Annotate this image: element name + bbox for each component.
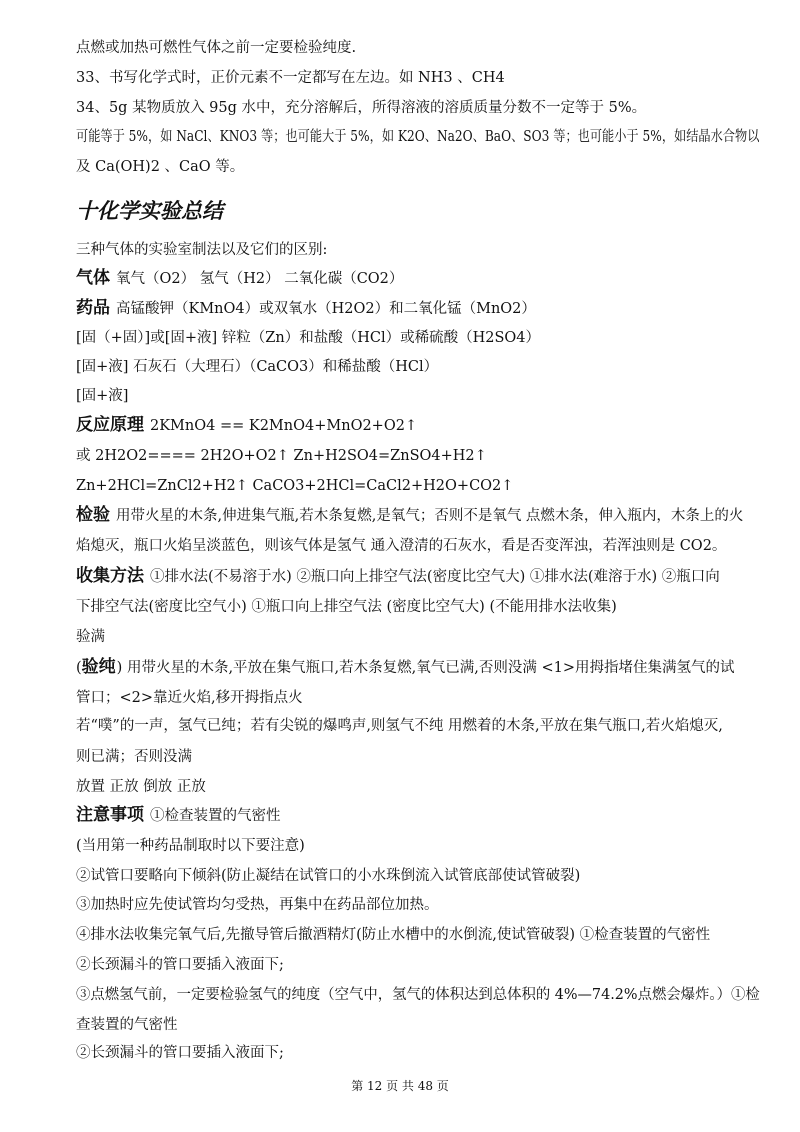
test-row	[76, 505, 743, 526]
collect-label: 收集方法	[76, 566, 144, 586]
text-line: 34、5g 某物质放入 95g 水中，充分溶解后，所得溶液的溶质质量分数不一定等于 5%。	[76, 100, 647, 116]
notes-label: 注意事项	[76, 805, 144, 825]
notes-row	[76, 805, 281, 826]
purity-label: 验纯	[81, 657, 116, 677]
text-line: ③加热时应先使试管均匀受热，再集中在药品部位加热。	[76, 897, 439, 913]
text-line: 焰熄灭，瓶口火焰呈淡蓝色，则该气体是氢气 通入澄清的石灰水，看是否变浑浊，若浑浊则是 CO2。	[76, 538, 727, 554]
drugs-row	[76, 298, 536, 319]
section-title: 十化学实验总结	[76, 199, 223, 223]
text-line: 下排空气法(密度比空气小) ①瓶口向上排空气法 (密度比空气大) (不能用排水法收集)	[76, 599, 617, 615]
page-footer: 第 12 页 共 48 页	[351, 1079, 449, 1093]
text-line: ②试管口要略向下倾斜(防止凝结在试管口的小水珠倒流入试管底部使试管破裂)	[76, 868, 581, 884]
collect-row	[76, 566, 720, 587]
reaction-label: 反应原理	[76, 415, 144, 435]
text-line: 及 Ca(OH)2 、CaO 等。	[76, 159, 245, 175]
drugs-label: 药品	[76, 298, 110, 318]
drugs-text: 高锰酸钾（KMnO4）或双氧水（H2O2）和二氧化锰（MnO2）	[116, 301, 536, 317]
text-line: 则已满；否则没满	[76, 749, 192, 765]
text-line: 若“噗”的一声，氢气已纯；若有尖锐的爆鸣声,则氢气不纯 用燃着的木条,平放在集气瓶口,若火焰熄灭,	[76, 718, 723, 734]
gas-text: 氧气（O2） 氢气（H2） 二氧化碳（CO2）	[116, 271, 404, 287]
text-line: ②长颈漏斗的管口要插入液面下;	[76, 1045, 284, 1061]
text-line: 或 2H2O2==== 2H2O+O2↑ Zn+H2SO4=ZnSO4+H2↑	[76, 448, 487, 464]
test-label: 检验	[76, 505, 110, 525]
purity-line: 用带火星的木条,平放在集气瓶口,若木条复燃,氧气已满,否则没满 <1>用拇指堵住集满氢气的试	[126, 660, 735, 676]
purity-row: (验纯) 用带火星的木条,平放在集气瓶口,若木条复燃,氧气已满,否则没满 <1>用拇指堵住集满氢气的试	[76, 657, 735, 677]
text-line: Zn+2HCl=ZnCl2+H2↑ CaCO3+2HCl=CaCl2+H2O+CO2↑	[76, 478, 514, 494]
text-line: (当用第一种药品制取时以下要注意)	[76, 838, 305, 854]
text-line: 管口；<2>靠近火焰,移开拇指点火	[76, 690, 303, 706]
text-line: ②长颈漏斗的管口要插入液面下;	[76, 957, 284, 973]
gas-label: 气体	[76, 268, 110, 288]
full-check-line: 验满	[76, 629, 105, 645]
text-line: 查装置的气密性	[76, 1017, 178, 1033]
placement-line: 放置 正放 倒放 正放	[76, 779, 206, 795]
text-line: ④排水法收集完氧气后,先撤导管后撤酒精灯(防止水槽中的水倒流,使试管破裂) ①检查装置的气密性	[76, 927, 711, 943]
reaction-line: 2KMnO4 == K2MnO4+MnO2+O2↑	[150, 418, 418, 434]
notes-line: ①检查装置的气密性	[150, 808, 281, 824]
gas-row	[76, 268, 403, 289]
text-line: ③点燃氢气前，一定要检验氢气的纯度（空气中，氢气的体积达到总体积的 4%—74.2%点燃会爆炸。）①检	[76, 987, 760, 1003]
reaction-row	[76, 415, 417, 436]
collect-line: ①排水法(不易溶于水) ②瓶口向上排空气法(密度比空气大) ①排水法(难溶于水) ②瓶口向	[150, 569, 720, 585]
text-line: 点燃或加热可燃性气体之前一定要检验纯度.	[76, 40, 357, 56]
text-line: [固+液] 石灰石（大理石）（CaCO3）和稀盐酸（HCl）	[76, 359, 439, 375]
text-line: 可能等于 5%，如 NaCl、KNO3 等；也可能大于 5%，如 K2O、Na2O、BaO、SO3 等；也可能小于 5%，如结晶水合物以	[76, 129, 760, 145]
test-line: 用带火星的木条,伸进集气瓶,若木条复燃,是氧气；否则不是氧气 点燃木条，伸入瓶内，木条上的火	[116, 508, 744, 524]
text-line: 33、书写化学式时，正价元素不一定都写在左边。如 NH3 、CH4	[76, 70, 505, 86]
intro-line: 三种气体的实验室制法以及它们的区别:	[76, 242, 328, 258]
text-line: [固+液]	[76, 388, 129, 404]
text-line: [固（+固）]或[固+液] 锌粒（Zn）和盐酸（HCl）或稀硫酸（H2SO4）	[76, 330, 540, 346]
